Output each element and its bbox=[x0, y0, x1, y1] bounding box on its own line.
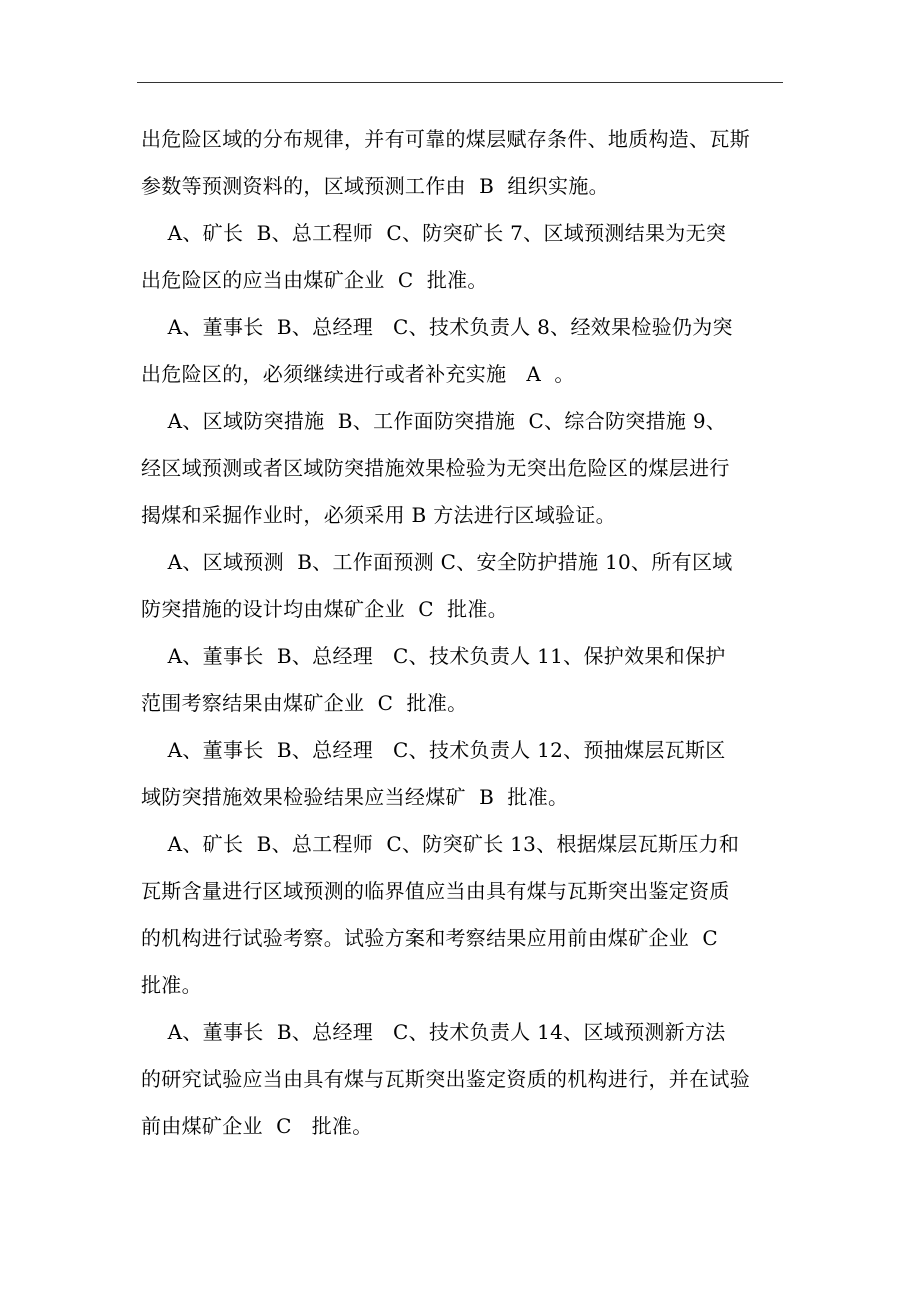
text-line: 批准。 bbox=[141, 973, 202, 997]
text-line: A、董事长 B、总经理 C、技术负责人 12、预抽煤层瓦斯区 bbox=[141, 738, 726, 762]
text-line: A、区域防突措施 B、工作面防突措施 C、综合防突措施 9、 bbox=[141, 409, 727, 433]
text-line: 的机构进行试验考察。试验方案和考察结果应用前由煤矿企业 C bbox=[141, 926, 719, 950]
text-line: 防突措施的设计均由煤矿企业 C 批准。 bbox=[141, 597, 509, 621]
text-line: 出危险区的应当由煤矿企业 C 批准。 bbox=[141, 268, 488, 292]
header-rule bbox=[137, 82, 783, 83]
text-line: 经区域预测或者区域防突措施效果检验为无突出危险区的煤层进行 bbox=[141, 456, 730, 480]
text-line: 前由煤矿企业 C 批准。 bbox=[141, 1114, 373, 1138]
text-line: A、区域预测 B、工作面预测 C、安全防护措施 10、所有区域 bbox=[141, 550, 733, 574]
text-line: 域防突措施效果检验结果应当经煤矿 B 批准。 bbox=[141, 785, 569, 809]
text-line: 的研究试验应当由具有煤与瓦斯突出鉴定资质的机构进行，并在试验 bbox=[141, 1067, 750, 1091]
text-line: A、矿长 B、总工程师 C、防突矿长 13、根据煤层瓦斯压力和 bbox=[141, 832, 740, 856]
text-line: A、董事长 B、总经理 C、技术负责人 14、区域预测新方法 bbox=[141, 1020, 726, 1044]
text-line: A、矿长 B、总工程师 C、防突矿长 7、区域预测结果为无突 bbox=[141, 221, 727, 245]
document-body bbox=[141, 116, 791, 1150]
text-line: 出危险区的，必须继续进行或者补充实施 A 。 bbox=[141, 362, 575, 386]
text-line: 出危险区域的分布规律，并有可靠的煤层赋存条件、地质构造、瓦斯 bbox=[141, 127, 750, 151]
text-line: A、董事长 B、总经理 C、技术负责人 8、经效果检验仍为突 bbox=[141, 315, 733, 339]
text-line: A、董事长 B、总经理 C、技术负责人 11、保护效果和保护 bbox=[141, 644, 726, 668]
text-line: 揭煤和采掘作业时，必须采用 B 方法进行区域验证。 bbox=[141, 503, 616, 527]
text-line: 范围考察结果由煤矿企业 C 批准。 bbox=[141, 691, 468, 715]
text-line: 瓦斯含量进行区域预测的临界值应当由具有煤与瓦斯突出鉴定资质 bbox=[141, 879, 730, 903]
text-line: 参数等预测资料的，区域预测工作由 B 组织实施。 bbox=[141, 174, 609, 198]
